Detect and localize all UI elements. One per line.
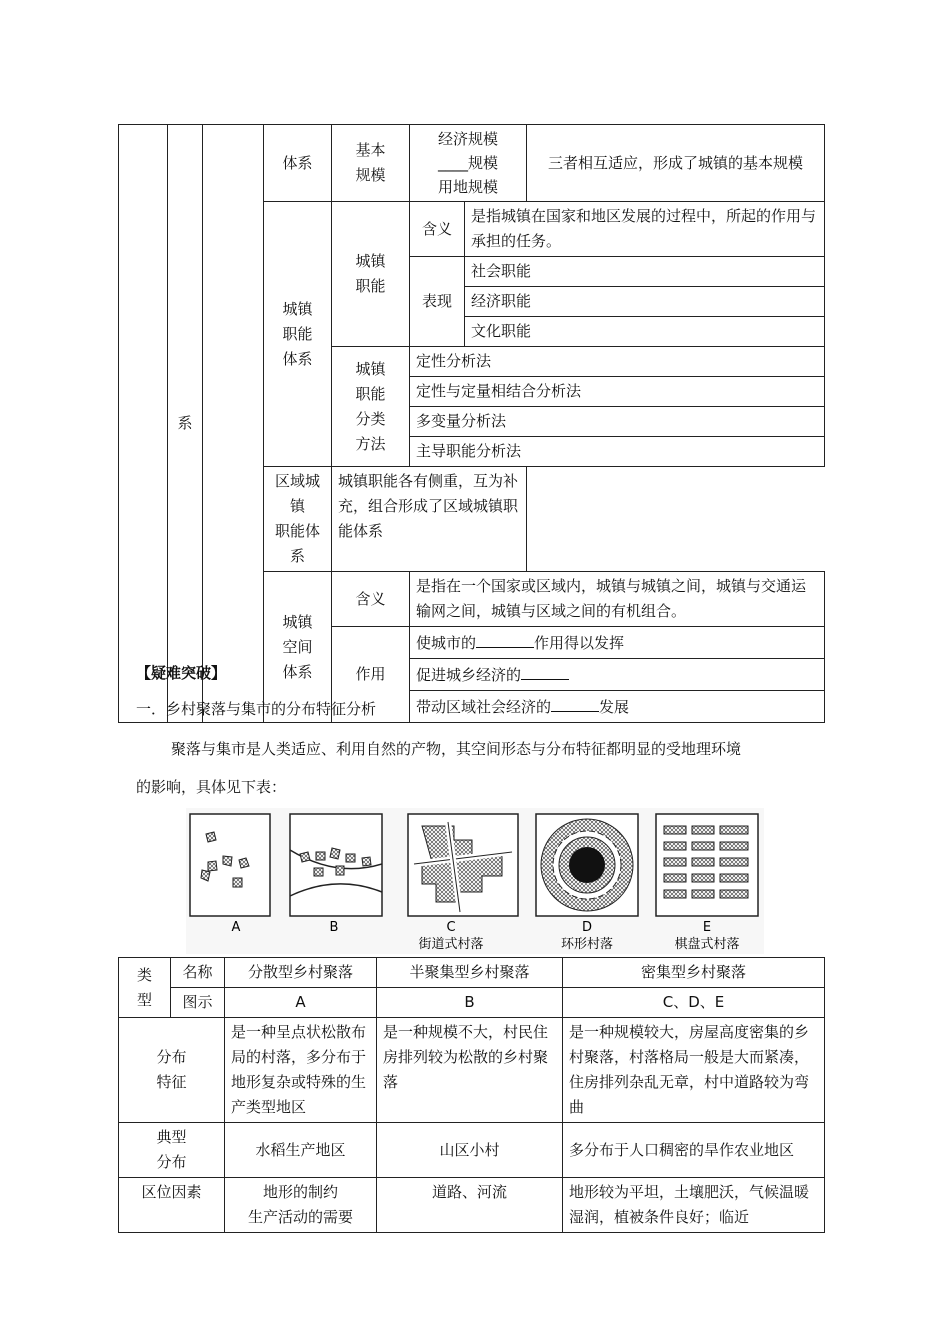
figure-caption: 环形村落 [560, 937, 614, 952]
table-cell: 是一种规模不大，村民住房排列较为松散的乡村聚落 [377, 1018, 563, 1123]
table-cell: 山区小村 [377, 1123, 563, 1178]
figure-label: B [329, 920, 339, 935]
paragraph-line-2: 的影响，具体见下表： [136, 778, 287, 796]
function-system-label: 城镇 职能 体系 [264, 202, 332, 467]
row-label: 典型 分布 [119, 1123, 225, 1178]
column-header: 密集型乡村聚落 [563, 958, 825, 988]
figure-label: C [446, 920, 456, 935]
table-cell: 地形的制约 生产活动的需要 [225, 1178, 377, 1233]
row-label: 分布 特征 [119, 1018, 225, 1123]
figure-b-semi-clustered [290, 814, 382, 916]
blank-col-3 [203, 125, 264, 723]
function-item: 经济职能 [465, 287, 825, 317]
figure-e-checkerboard [656, 814, 758, 916]
classification-method: 定性分析法 [410, 347, 825, 377]
header-figure: 图示 [171, 988, 225, 1018]
spatial-role-label: 作用 [332, 627, 410, 723]
paragraph-line-1: 聚落与集市是人类适应、利用自然的产物，其空间形态与分布特征都明显的受地理环境 [171, 740, 742, 758]
table-cell: 道路、河流 [377, 1178, 563, 1233]
function-item: 文化职能 [465, 317, 825, 347]
figure-caption: 街道式村落 [418, 937, 484, 952]
basic-scale-label: 基本 规模 [332, 125, 410, 202]
function-meaning-text: 是指城镇在国家和地区发展的过程中，所起的作用与承担的任务。 [465, 202, 825, 257]
figure-label: D [581, 920, 593, 935]
figure-label: A [231, 920, 241, 935]
tixi-label: 体系 [264, 125, 332, 202]
function-item: 社会职能 [465, 257, 825, 287]
figure-caption: 棋盘式村落 [674, 937, 740, 952]
classification-method: 多变量分析法 [410, 407, 825, 437]
table-cell: 多分布于人口稠密的旱作农业地区 [563, 1123, 825, 1178]
table-cell: 地形较为平坦，土壤肥沃，气候温暖湿润，植被条件良好；临近 [563, 1178, 825, 1233]
function-expression-label: 表现 [410, 257, 465, 347]
scale-items [410, 125, 527, 202]
role-item: 促进城乡经济的 [410, 659, 825, 691]
side-label: 系 [168, 125, 203, 723]
scale-item: 经济规模 [438, 130, 499, 148]
table-cell: 是一种规模较大，房屋高度密集的乡村聚落，村落格局一般是大而紧凑，住房排列杂乱无章，村中道路较为弯曲 [563, 1018, 825, 1123]
figure-c-street-type [408, 814, 518, 916]
classification-method: 主导职能分析法 [410, 437, 825, 467]
section-subtitle: 一．乡村聚落与集市的分布特征分析 [136, 700, 377, 718]
section-title: 【疑难突破】 [136, 664, 227, 682]
classification-label: 城镇 职能 分类 方法 [332, 347, 410, 467]
table-cell: 水稻生产地区 [225, 1123, 377, 1178]
header-type: 类 型 [119, 958, 171, 1018]
settlement-type-table [118, 957, 825, 1233]
table-cell: 是一种呈点状松散布局的村落，多分布于地形复杂或特殊的生产类型地区 [225, 1018, 377, 1123]
role-item: 带动区域社会经济的 发展 [410, 691, 825, 723]
figure-a-dispersed [190, 814, 270, 916]
urban-function-label: 城镇 职能 [332, 202, 410, 347]
role-item: 使城市的 作用得以发挥 [410, 627, 825, 659]
classification-method: 定性与定量相结合分析法 [410, 377, 825, 407]
figure-ref: A [225, 988, 377, 1018]
scale-desc: 三者相互适应，形成了城镇的基本规模 [527, 125, 825, 202]
spatial-system-label: 城镇 空间 体系 [264, 572, 332, 723]
row-label: 区位因素 [119, 1178, 225, 1233]
figure-d-ring-type [536, 814, 638, 916]
scale-item: ____规模 [438, 154, 499, 172]
settlement-patterns-figure [186, 808, 764, 954]
figure-ref: B [377, 988, 563, 1018]
figure-label: E [702, 920, 712, 935]
blank-col-1 [119, 125, 168, 723]
column-header: 分散型乡村聚落 [225, 958, 377, 988]
spatial-meaning-text: 是指在一个国家或区域内，城镇与城镇之间，城镇与交通运输网之间，城镇与区域之间的有机组合。 [410, 572, 825, 627]
header-name: 名称 [171, 958, 225, 988]
urban-system-table [118, 124, 825, 723]
figure-ref: C、D、E [563, 988, 825, 1018]
scale-item: 用地规模 [438, 178, 499, 196]
regional-function-label: 区域城 镇 职能体 系 [264, 467, 332, 572]
regional-function-text: 城镇职能各有侧重，互为补充，组合形成了区域城镇职能体系 [332, 467, 527, 572]
function-meaning-label: 含义 [410, 202, 465, 257]
spatial-meaning-label: 含义 [332, 572, 410, 627]
column-header: 半聚集型乡村聚落 [377, 958, 563, 988]
